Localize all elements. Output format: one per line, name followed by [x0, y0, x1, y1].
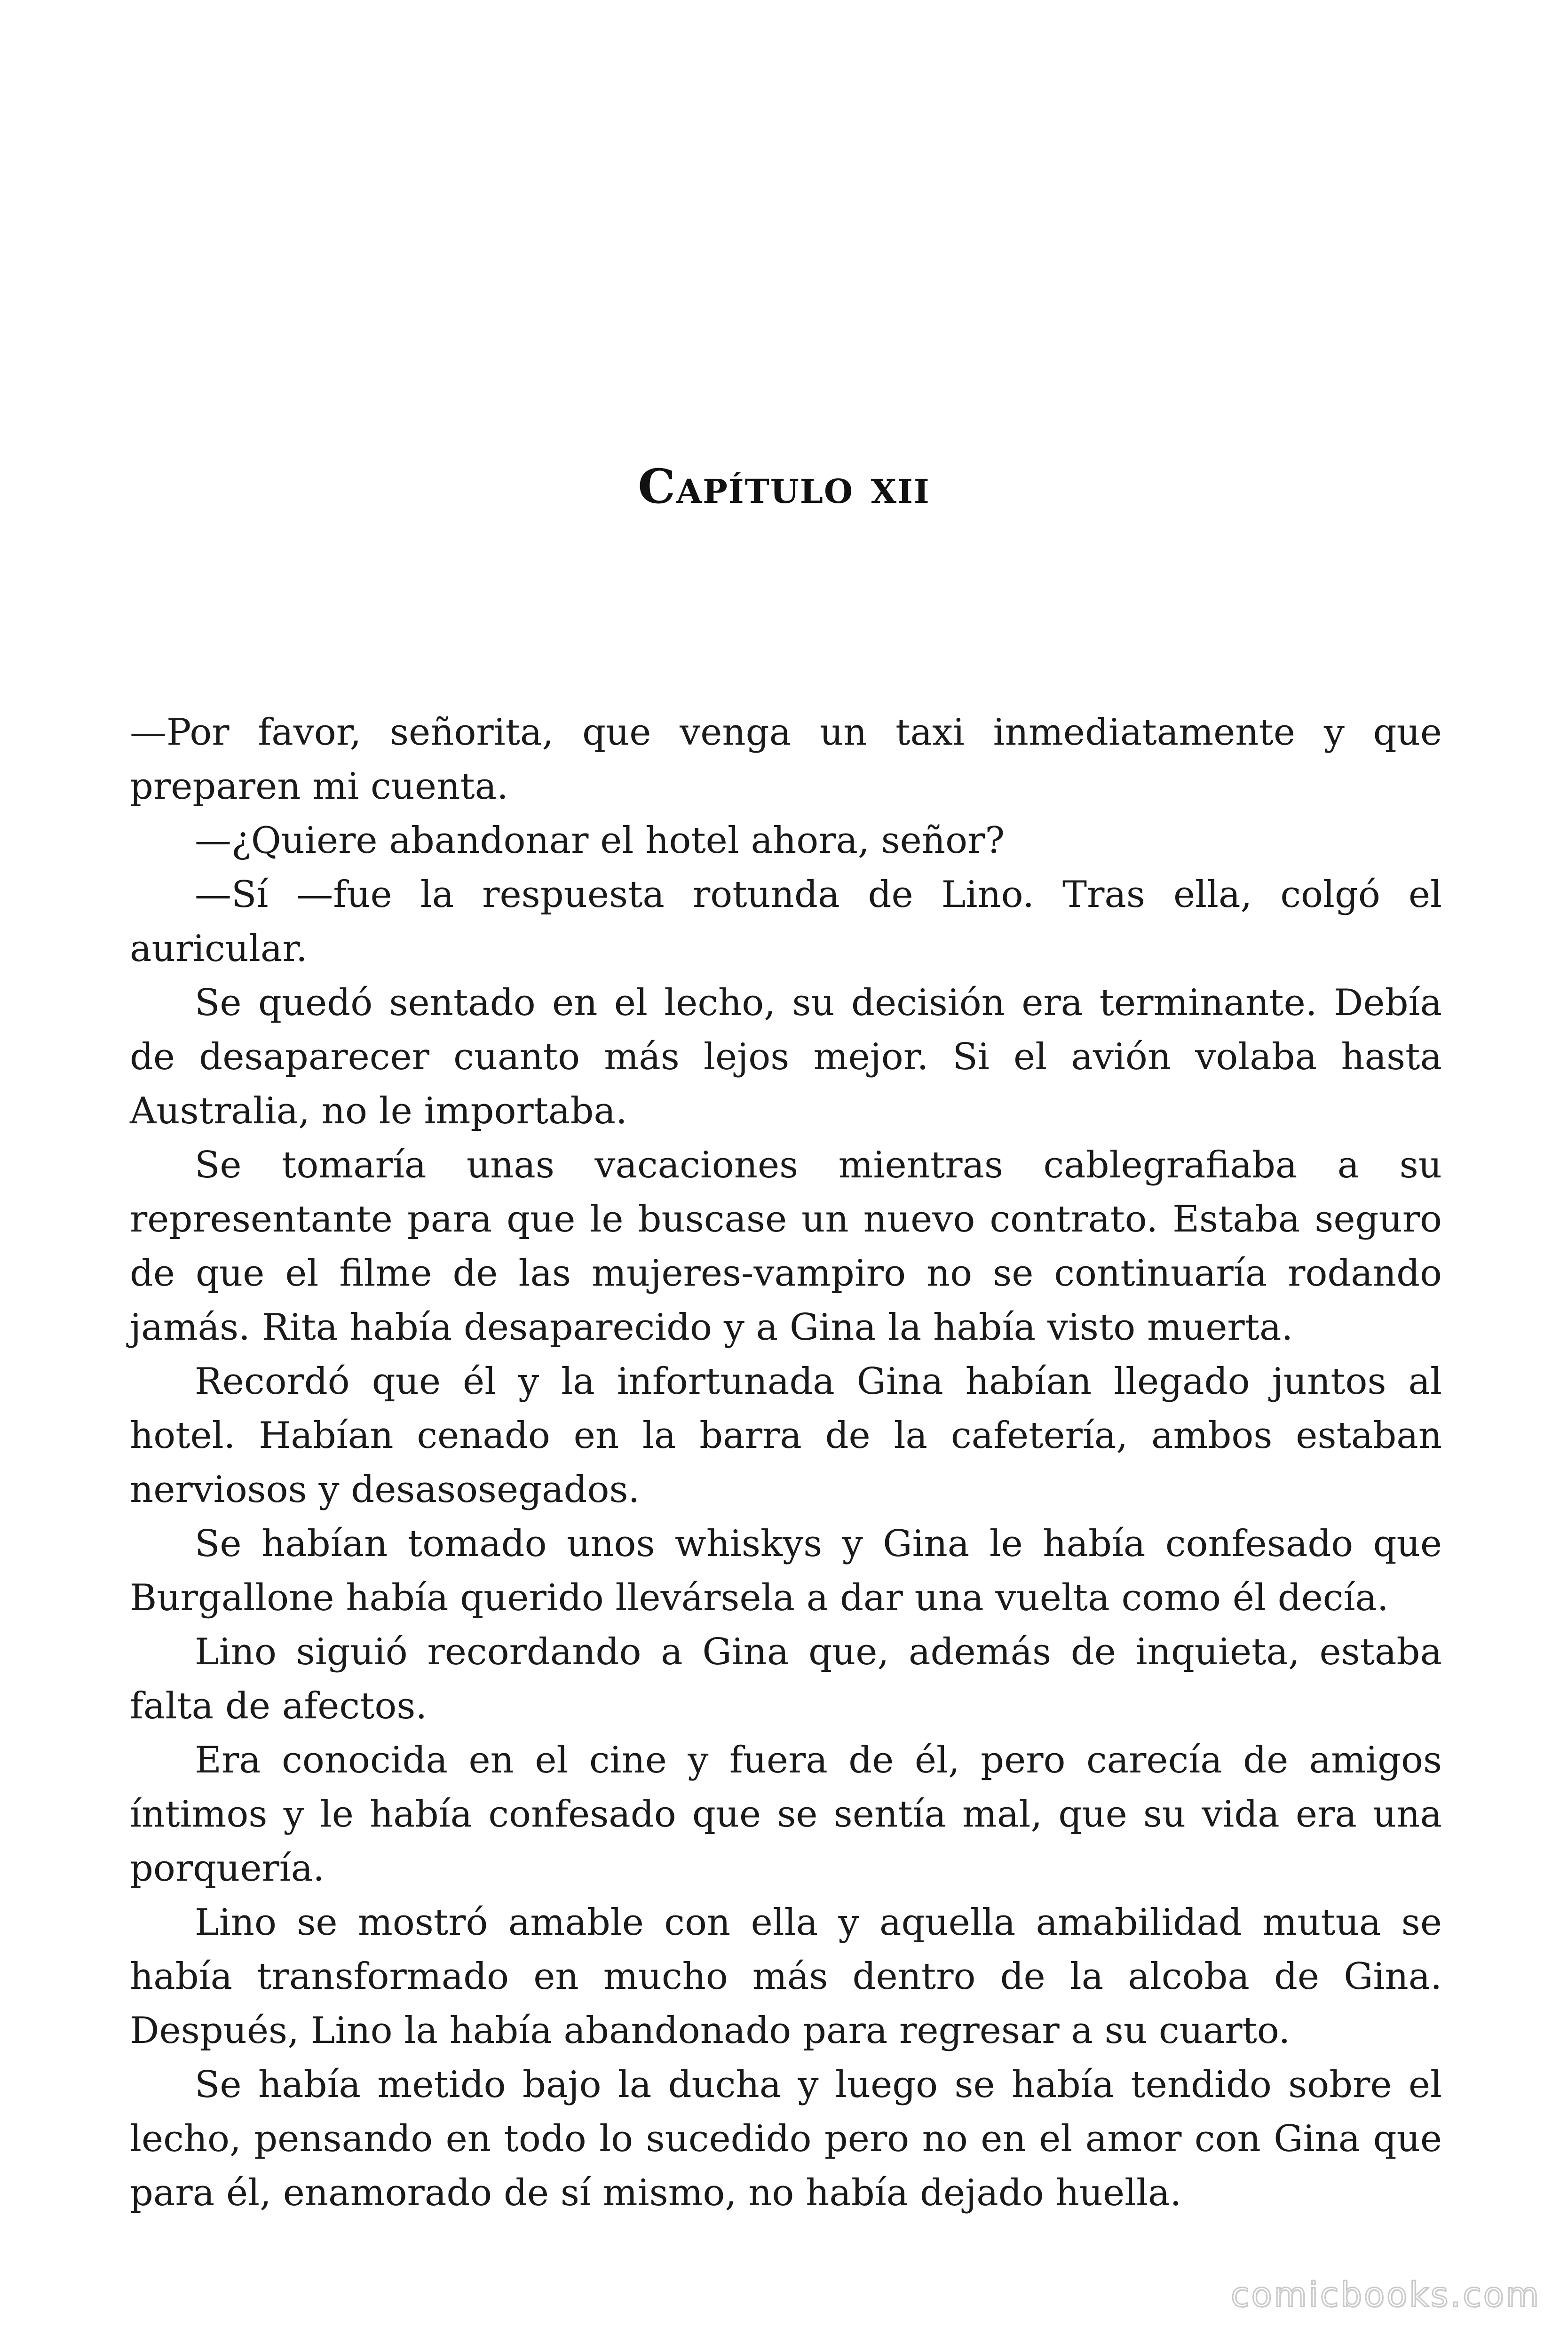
paragraph: Era conocida en el cine y fuera de él, pero carecía de amigos íntimos y le había confesado que se sentía mal, que su vida era una porquería.: [130, 1739, 1442, 1890]
paragraph: Se tomaría unas vacaciones mientras cablegrafiaba a su representante para que le buscase un nuevo contrato. Estaba seguro de que el filme de las mujeres-vampiro no se continuaría rodando jamás. Rita había desaparecido y a Gina la había visto muerta.: [130, 1144, 1442, 1349]
paragraph: Lino se mostró amable con ella y aquella amabilidad mutua se había transformado en mucho más dentro de la alcoba de Gina. Después, Lino la había abandonado para regresar a su cuarto.: [130, 1901, 1442, 2052]
paragraph: Se habían tomado unos whiskys y Gina le había confesado que Burgallone había querido llevársela a dar una vuelta como él decía.: [130, 1523, 1442, 1619]
paragraph: Recordó que él y la infortunada Gina habían llegado juntos al hotel. Habían cenado en la barra de la cafetería, ambos estaban nerviosos y desasosegados.: [130, 1360, 1442, 1511]
watermark: comicbooks.com: [1230, 2275, 1541, 2314]
paragraph: Se quedó sentado en el lecho, su decisión era terminante. Debía de desaparecer cuanto más lejos mejor. Si el avión volaba hasta Australia, no le importaba.: [130, 982, 1442, 1132]
paragraph: —¿Quiere abandonar el hotel ahora, señor?: [195, 819, 1005, 862]
paragraph: Lino siguió recordando a Gina que, además de inquieta, estaba falta de afectos.: [130, 1631, 1442, 1727]
paragraph: —Por favor, señorita, que venga un taxi inmediatamente y que preparen mi cuenta.: [130, 711, 1442, 808]
chapter-title: Capítulo xii: [638, 459, 930, 514]
paragraph: —Sí —fue la respuesta rotunda de Lino. Tras ella, colgó el auricular.: [130, 874, 1442, 970]
chapter-body: [130, 706, 1442, 2220]
paragraph: Se había metido bajo la ducha y luego se había tendido sobre el lecho, pensando en todo lo sucedido pero no en el amor con Gina que para él, enamorado de sí mismo, no había dejado huella.: [130, 2064, 1442, 2214]
